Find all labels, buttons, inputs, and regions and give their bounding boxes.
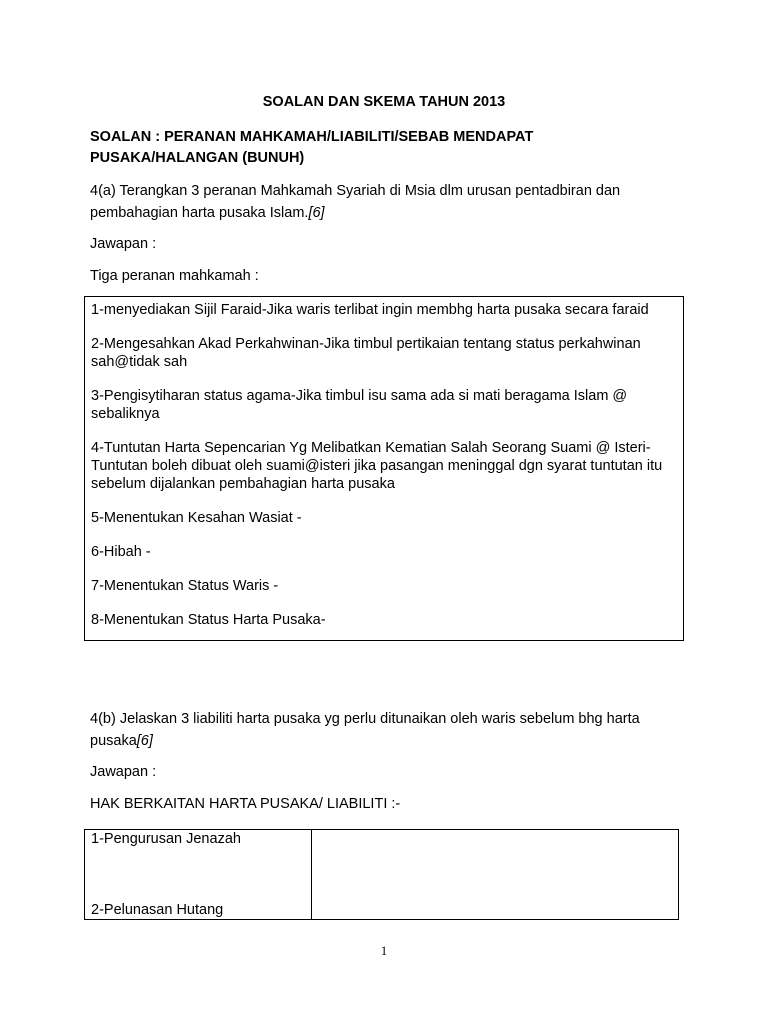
- answer-item: 1-menyediakan Sijil Faraid-Jika waris terlibat ingin membhg harta pusaka secara faraid: [91, 302, 649, 318]
- answer-item: 8-Menentukan Status Harta Pusaka-: [91, 612, 326, 628]
- table-cell-items: [85, 830, 312, 920]
- question-4a: [90, 180, 680, 224]
- page-number: 1: [380, 944, 388, 958]
- answer-item: 6-Hibah -: [91, 544, 151, 560]
- table-cell-empty: [312, 830, 679, 920]
- answer-item: 2-Mengesahkan Akad Perkahwinan-Jika timbul pertikaian tentang status perkahwinan sah@tidak sah: [91, 336, 641, 370]
- liability-table: [84, 829, 679, 920]
- table-item: 1-Pengurusan Jenazah: [91, 831, 241, 847]
- question-4b-text: 4(b) Jelaskan 3 liabiliti harta pusaka yg perlu ditunaikan oleh waris sebelum bhg harta pusaka: [90, 711, 640, 749]
- question-4b: [90, 708, 680, 752]
- section-heading: [90, 127, 610, 169]
- question-4a-marks: [6]: [308, 205, 325, 221]
- answer-box-4a: [84, 296, 684, 641]
- section-heading-line-1: SOALAN : PERANAN MAHKAMAH/LIABILITI/SEBAB MENDAPAT: [90, 129, 534, 145]
- answer-item: 4-Tuntutan Harta Sepencarian Yg Melibatkan Kematian Salah Seorang Suami @ Isteri-Tuntutan boleh dibuat oleh suami@isteri jika pasangan meninggal dgn syarat tuntutan itu sebelum dijalankan pembahagian harta pusaka: [91, 440, 663, 492]
- answer-intro-4a: Tiga peranan mahkamah :: [90, 268, 259, 284]
- answer-label-4a: Jawapan :: [90, 236, 157, 252]
- section-heading-line-2: PUSAKA/HALANGAN (BUNUH): [90, 150, 305, 166]
- document-title: SOALAN DAN SKEMA TAHUN 2013: [262, 94, 506, 110]
- answer-item: 5-Menentukan Kesahan Wasiat -: [91, 510, 302, 526]
- question-4b-marks: [6]: [136, 733, 153, 749]
- table-row: [85, 830, 679, 920]
- answer-item: 7-Menentukan Status Waris -: [91, 578, 279, 594]
- answer-label-4b: Jawapan :: [90, 764, 157, 780]
- table-item: 2-Pelunasan Hutang: [91, 902, 224, 918]
- question-4a-text: 4(a) Terangkan 3 peranan Mahkamah Syariah di Msia dlm urusan pentadbiran dan pembahagian harta pusaka Islam.: [90, 183, 621, 221]
- answer-intro-4b: HAK BERKAITAN HARTA PUSAKA/ LIABILITI :-: [90, 796, 401, 812]
- answer-item: 3-Pengisytiharan status agama-Jika timbul isu sama ada si mati beragama Islam @ sebaliknya: [91, 388, 628, 422]
